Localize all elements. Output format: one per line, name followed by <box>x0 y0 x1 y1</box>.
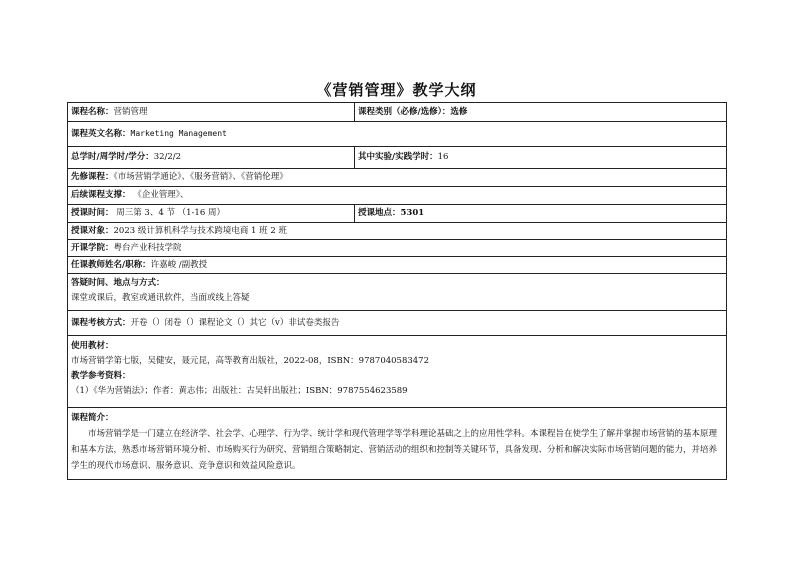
lab-hours-label: 其中实验/实践学时： <box>358 152 438 162</box>
prereq-value: 《市场营销学通论》、《服务营销》、《营销伦理》 <box>113 172 288 182</box>
row-college <box>68 240 727 257</box>
course-en-label: 课程英文名称： <box>71 129 131 139</box>
target-value: 2023 级计算机科学与技术跨境电商 1 班 2 班 <box>113 225 287 236</box>
intro-cell <box>68 408 727 480</box>
materials-cell <box>68 336 727 408</box>
followup-value: 《企业管理》、 <box>130 190 189 200</box>
teacher-value: 许嘉峻 /副教授 <box>150 259 208 270</box>
row-course-en <box>68 122 727 147</box>
course-name-label: 课程名称： <box>71 106 114 117</box>
course-name-value: 营销管理 <box>113 106 148 117</box>
prereq-cell <box>68 169 727 187</box>
college-cell <box>68 240 727 257</box>
lab-hours-value: 16 <box>437 152 449 162</box>
page-title: 《营销管理》教学大纲 <box>316 81 477 99</box>
hours-value: 32/2/2 <box>153 152 182 162</box>
row-target <box>68 223 727 240</box>
row-prereq <box>68 169 727 187</box>
textbook-value: 市场营销学第七版，吴健安，聂元昆，高等教育出版社，2022-08，ISBN：9787040583472 <box>71 356 429 366</box>
lab-hours-cell <box>355 147 727 169</box>
syllabus-table <box>67 102 727 480</box>
course-en-value: Marketing Management <box>130 129 227 138</box>
college-label: 开课学院： <box>71 242 114 253</box>
exam-label: 课程考核方式： <box>71 317 131 328</box>
row-office <box>68 274 727 311</box>
row-followup <box>68 187 727 205</box>
row-exam <box>68 311 727 336</box>
followup-label: 后续课程支撑： <box>71 190 131 200</box>
time-label: 授课时间： <box>71 208 114 218</box>
course-type-label: 课程类别（必修/选修）： <box>358 106 451 117</box>
textbook-label: 使用教材： <box>71 341 114 351</box>
hours-cell <box>68 147 355 169</box>
course-type-value: 选修 <box>450 106 468 117</box>
row-time-place <box>68 205 727 223</box>
place-label: 授课地点： <box>358 208 401 218</box>
college-value: 粤台产业科技学院 <box>113 242 182 253</box>
refs-value: （1）《华为营销法》；作者：黄志伟；出版社：古吴轩出版社；ISBN：9787554623589 <box>71 386 408 396</box>
exam-value: 开卷（）闭卷（）课程论文（）其它（v）非试卷类报告 <box>130 317 340 328</box>
office-value: 课堂或课后，教室或通讯软件，当面或线上答疑 <box>71 293 250 303</box>
exam-cell <box>68 311 727 336</box>
time-cell <box>68 205 355 223</box>
row-teacher <box>68 257 727 274</box>
course-name-cell <box>68 103 355 122</box>
followup-cell <box>68 187 727 205</box>
teacher-cell <box>68 257 727 274</box>
time-value: 周三第 3、4 节 （1-16 周） <box>113 208 225 218</box>
refs-label: 教学参考资料： <box>71 371 131 381</box>
row-hours <box>68 147 727 169</box>
teacher-label: 任课教师姓名/职称： <box>71 259 151 270</box>
row-intro <box>68 408 727 480</box>
prereq-label: 先修课程： <box>71 172 114 182</box>
row-materials <box>68 336 727 408</box>
intro-label: 课程简介： <box>71 413 114 423</box>
office-label: 答疑时间、地点与方式： <box>71 278 165 288</box>
intro-text: 市场营销学是一门建立在经济学、社会学、心理学、行为学、统计学和现代管理学等学科理论基础之上的应用性学科。本课程旨在使学生了解并掌握市场营销的基本原理和基本方法，熟悉市场营销环境分析、市场购买行为研究、营销组合策略制定、营销活动的组织和控制等关键环节，具备发现、分析和解决实际市场营销问题的能力，并培养学生的现代市场意识、服务意识、竞争意识和效益风险意识。 <box>71 429 718 471</box>
target-label: 授课对象： <box>71 225 114 236</box>
course-en-cell <box>68 122 727 147</box>
target-cell <box>68 223 727 240</box>
course-type-cell <box>355 103 727 122</box>
row-course-name <box>68 103 727 122</box>
hours-label: 总学时/周学时/学分： <box>71 152 154 162</box>
place-value: 5301 <box>400 208 425 218</box>
place-cell <box>355 205 727 223</box>
office-cell <box>68 274 727 311</box>
